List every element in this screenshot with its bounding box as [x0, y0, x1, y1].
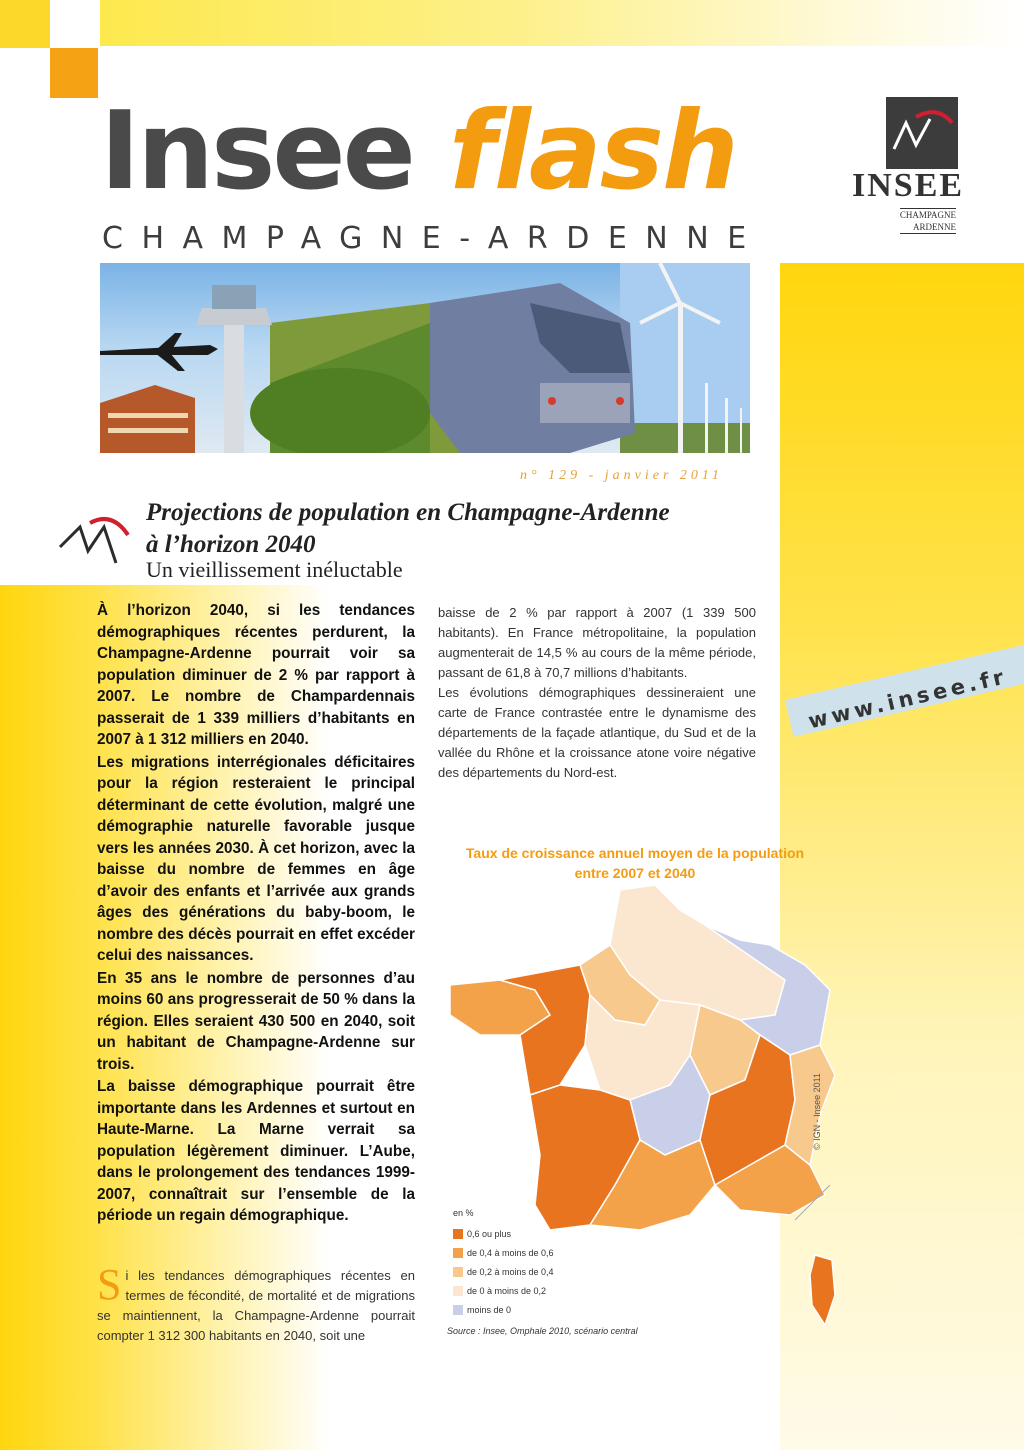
body-text-right: [438, 603, 756, 783]
legend-swatch: [453, 1305, 463, 1315]
article-title-line1: Projections de population en Champagne-Ardenne: [146, 499, 670, 526]
article-subtitle: Un vieillissement inéluctable: [146, 557, 403, 582]
insee-logo-region: [900, 208, 956, 234]
logo-sub-line2: ARDENNE: [913, 222, 956, 232]
insee-logo-mark: [886, 97, 958, 169]
map-title: [445, 843, 825, 883]
lead-paragraph: La baisse démographique pourrait être importante dans les Ardennes et surtout en Haute-Marne. La Marne verrait sa population légèrement diminuer. L’Aube, dans le prolongement des tendances 1999-2007, connaîtrait sur l’ensemble de la période un regain démographique.: [97, 1078, 415, 1224]
lead-paragraph: Les migrations interrégionales déficitaires pour la région resteraient le principal déterminant de cette évolution, malgré une démographie naturelle favorable jusque vers les années 2030. À cet horizon, avec la baisse du nombre de femmes en âge d’avoir des enfants et l’arrivée aux grands âges des générations du baby-boom, le nombre des décès pourrait en effet excéder celui des naissances.: [97, 753, 415, 964]
legend-label: 0,6 ou plus: [467, 1228, 512, 1239]
legend-swatch: [453, 1286, 463, 1296]
masthead-region: CHAMPAGNE-ARDENNE: [102, 221, 765, 256]
legend-swatch: [453, 1248, 463, 1258]
issue-number: n° 129 - janvier 2011: [520, 468, 723, 483]
legend-item: [453, 1224, 554, 1243]
insee-logo: [852, 95, 965, 245]
map-title-line1: Taux de croissance annuel moyen de la population: [465, 845, 805, 861]
legend-item: [453, 1300, 554, 1319]
insee-logo-word: INSEE: [852, 167, 965, 204]
masthead-title-insee: Insee: [100, 89, 413, 214]
body-paragraph: i les tendances démographiques récentes en termes de fécondité, de mortalité et de migrations se maintiennent, la Champagne-Ardenne pourrait compter 1 312 300 habitants en 2040, soit une: [97, 1268, 415, 1343]
legend-swatch: [453, 1229, 463, 1239]
map-region-corsica: [810, 1255, 835, 1325]
insee-mark-icon: [886, 97, 958, 169]
body-paragraph: baisse de 2 % par rapport à 2007 (1 339 500 habitants). En France métropolitaine, la population augmenterait de 14,5 % au cours de la même période, passant de 61,8 à 70,7 millions d’habitants.: [438, 605, 756, 680]
legend-item: [453, 1243, 554, 1262]
map-credit: © IGN - Insee 2011: [812, 1072, 822, 1150]
legend-item: [453, 1262, 554, 1281]
body-text-left: [97, 1260, 415, 1346]
drop-cap: S: [97, 1260, 122, 1309]
photo-banner: [100, 263, 750, 453]
lead-summary: [97, 600, 415, 1228]
map-title-line2: entre 2007 et 2040: [574, 865, 696, 881]
lead-paragraph: En 35 ans le nombre de personnes d’au moins 60 ans progresserait de 50 % dans la région. Elles seraient 430 500 en 2040, soit un habitant de Champagne-Ardenne sur trois.: [97, 969, 415, 1073]
photo-collage-image: [100, 263, 750, 453]
map-legend: [453, 1208, 554, 1319]
insee-swoosh-icon: [58, 513, 134, 569]
legend-item: [453, 1281, 554, 1300]
article-title-line2: à l’horizon 2040: [146, 531, 316, 558]
lead-paragraph: À l’horizon 2040, si les tendances démographiques récentes perdurent, la Champagne-Ardenne pourrait voir sa population diminuer de 2 % par rapport à 2007. Le nombre de Champardennais passerait de 1 339 milliers d’habitants en 2007 à 1 312 milliers en 2040.: [97, 602, 415, 748]
logo-sub-line1: CHAMPAGNE: [899, 210, 956, 220]
website-link[interactable]: www.insee.fr: [806, 664, 1010, 734]
legend-label: moins de 0: [467, 1304, 512, 1315]
legend-unit: en %: [453, 1208, 474, 1218]
header-gradient-band: [100, 0, 1024, 46]
decor-square-yellow: [0, 0, 50, 48]
legend-label: de 0 à moins de 0,2: [467, 1285, 547, 1296]
body-paragraph: Les évolutions démographiques dessineraient une carte de France contrastée entre le dynamisme des départements de la façade atlantique, du Sud et de la vallée du Rhône et la croissance atone voire négative des départements du Nord-est.: [438, 685, 756, 780]
masthead-title-flash: flash: [448, 89, 737, 214]
legend-label: de 0,2 à moins de 0,4: [467, 1266, 554, 1277]
map-source: Source : Insee, Omphale 2010, scénario central: [447, 1326, 638, 1336]
legend-label: de 0,4 à moins de 0,6: [467, 1247, 554, 1258]
masthead-title: [100, 89, 737, 214]
article-title: [146, 497, 670, 561]
decor-square-orange: [50, 48, 98, 98]
legend-swatch: [453, 1267, 463, 1277]
